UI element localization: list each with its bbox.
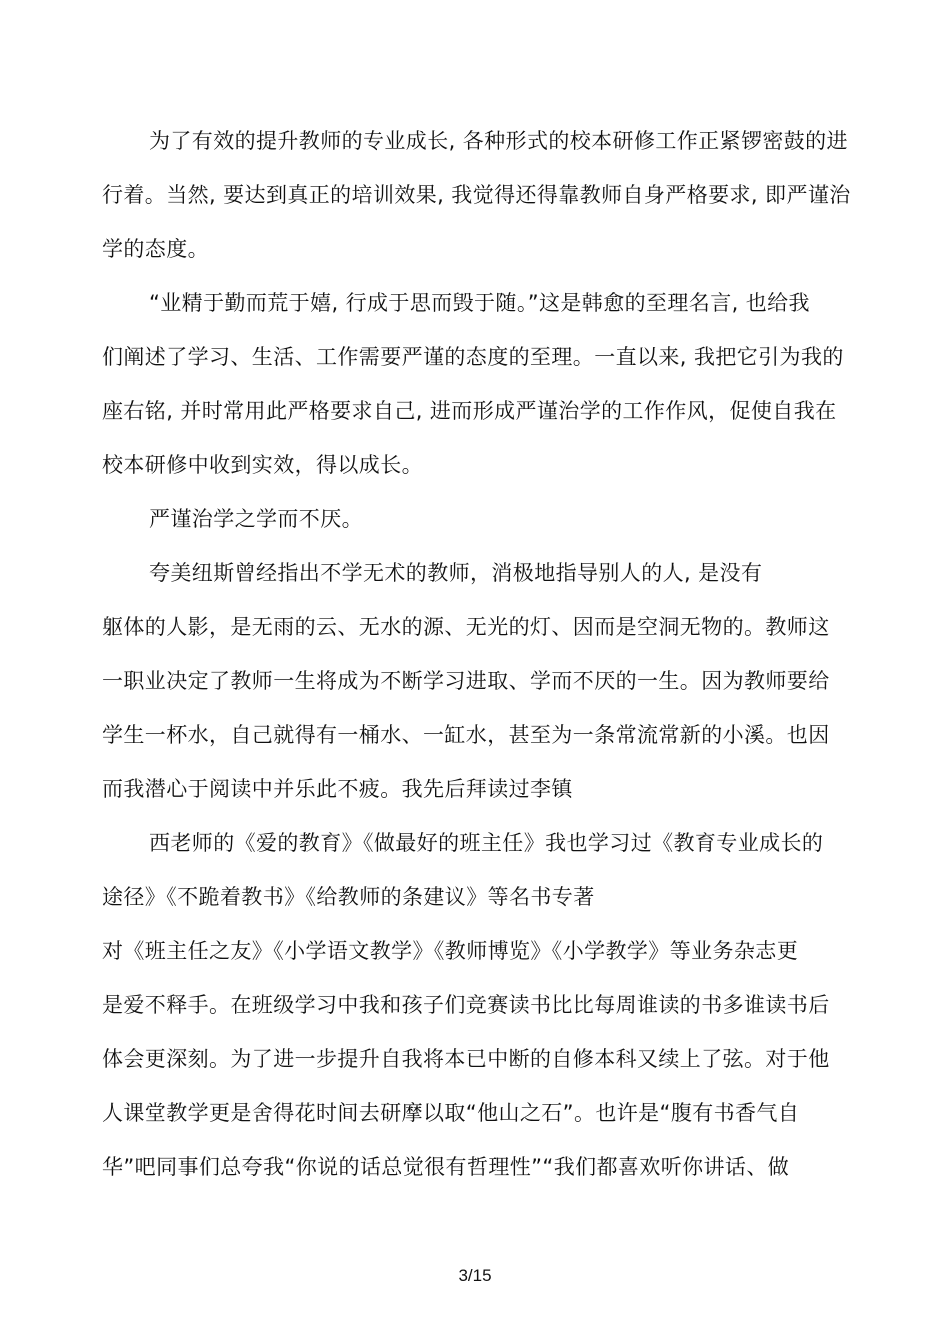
text-line: 夸美纽斯曾经指出不学无术的教师，消极地指导别人的人, 是没有 [149, 561, 763, 585]
text-line: 西老师的《爱的教育》《做最好的班主任》我也学习过《教育专业成长的 [149, 831, 824, 855]
section-heading: 严谨治学之学而不厌。 [149, 507, 363, 531]
text-line: 途径》《不跪着教书》《给教师的条建议》等名书专著 [102, 885, 595, 909]
text-line: 座右铭, 并时常用此严格要求自己, 进而形成严谨治学的工作作风，促使自我在 [102, 399, 837, 423]
text-line: 一职业决定了教师一生将成为不断学习进取、学而不厌的一生。因为教师要给 [102, 669, 830, 693]
text-line: “业精于勤而荒于嬉, 行成于思而毁于随。”这是韩愈的至理名言, 也给我 [149, 291, 810, 315]
text-line: 们阐述了学习、生活、工作需要严谨的态度的至理。一直以来, 我把它引为我的 [102, 345, 844, 369]
text-line: 人课堂教学更是舍得花时间去研摩以取“他山之石”。也许是“腹有书香气自 [102, 1101, 800, 1125]
text-line: 学生一杯水，自己就得有一桶水、一缸水，甚至为一条常流常新的小溪。也因 [102, 723, 830, 747]
text-line: 学的态度。 [102, 237, 209, 261]
text-line: 华”吧同事们总夸我“你说的话总觉很有哲理性”“我们都喜欢听你讲话、做 [102, 1155, 790, 1179]
text-line: 为了有效的提升教师的专业成长, 各种形式的校本研修工作正紧锣密鼓的进 [149, 129, 848, 153]
text-line: 而我潜心于阅读中并乐此不疲。我先后拜读过李镇 [102, 777, 573, 801]
text-line: 对《班主任之友》《小学语文教学》《教师博览》《小学教学》等业务杂志更 [102, 939, 799, 963]
page-number: 3/15 [458, 1266, 492, 1285]
text-line: 校本研修中收到实效，得以成长。 [102, 453, 423, 477]
text-line: 体会更深刻。为了进一步提升自我将本已中断的自修本科又续上了弦。对于他 [102, 1047, 830, 1071]
text-line: 行着。当然, 要达到真正的培训效果, 我觉得还得靠教师自身严格要求, 即严谨治 [102, 183, 851, 207]
text-line: 躯体的人影，是无雨的云、无水的源、无光的灯、因而是空洞无物的。教师这 [102, 615, 830, 639]
text-line: 是爱不释手。在班级学习中我和孩子们竞赛读书比比每周谁读的书多谁读书后 [102, 993, 830, 1017]
